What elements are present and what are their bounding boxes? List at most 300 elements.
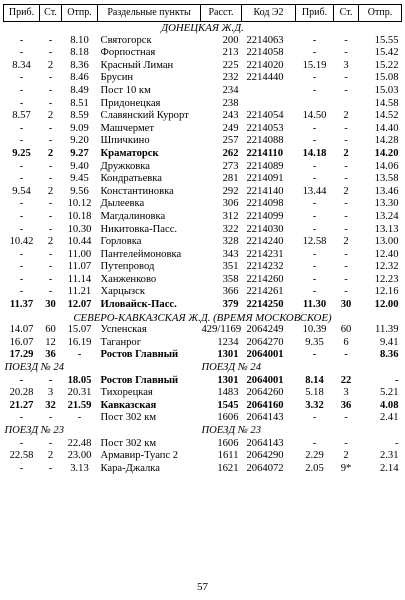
table-cell: 9.09 [70, 122, 89, 134]
table-cell: Краматорск [100, 147, 159, 159]
table-cell: 2064001 [246, 374, 284, 386]
table-cell: 9.27 [70, 147, 89, 159]
table-cell: 13.58 [374, 173, 399, 185]
table-cell: 14.28 [374, 135, 399, 147]
col-distance: Расст. [201, 5, 242, 22]
table-cell: 2214054 [246, 110, 284, 122]
timetable-body [4, 22, 402, 476]
table-cell: Кавказская [100, 399, 157, 411]
table-cell: 15.55 [374, 34, 399, 46]
table-cell: 2214260 [246, 273, 284, 285]
table-cell: 281 [222, 173, 239, 185]
table-cell: Кондратьевка [100, 173, 162, 185]
table-cell: - [48, 210, 53, 222]
table-cell: 1606 [217, 412, 239, 424]
table-cell: Горловка [100, 236, 142, 248]
table-cell: - [19, 437, 24, 449]
table-cell: 2 [47, 147, 54, 159]
table-cell: - [312, 122, 317, 134]
table-cell: 11.37 [9, 299, 34, 311]
railway-section-row [4, 22, 402, 35]
table-cell: 9.45 [70, 173, 89, 185]
col-stations: Раздельные пункты [98, 5, 201, 22]
table-cell: - [19, 97, 24, 109]
table-cell: - [312, 286, 317, 298]
table-cell: 17.29 [9, 349, 34, 361]
table-cell: - [344, 261, 348, 273]
table-cell: 6 [343, 336, 349, 348]
table-cell: - [19, 72, 24, 84]
table-cell: 32 [45, 399, 56, 411]
table-row [4, 35, 402, 48]
table-cell: 1606 [217, 437, 239, 449]
table-cell: - [19, 160, 24, 172]
table-cell: 2.05 [305, 462, 324, 474]
table-cell: 14.40 [374, 122, 399, 134]
table-cell: 328 [222, 236, 239, 248]
table-cell: Тихорецкая [100, 387, 153, 399]
table-cell: - [312, 34, 317, 46]
table-cell: - [344, 198, 348, 210]
table-cell: 36 [340, 399, 352, 411]
table-cell: 2064072 [246, 462, 284, 474]
table-cell: Ханженково [100, 273, 157, 285]
table-cell: Форпостная [100, 47, 156, 59]
table-row [4, 412, 402, 425]
table-cell: 8.49 [70, 84, 89, 96]
table-cell: - [344, 210, 348, 222]
table-cell: 12.58 [302, 236, 327, 248]
table-cell: Никитовка-Пасс. [100, 223, 178, 235]
table-cell: - [19, 173, 24, 185]
table-cell: 10.44 [67, 236, 92, 248]
timetable [3, 4, 402, 475]
table-cell: - [48, 173, 53, 185]
table-cell: - [48, 286, 53, 298]
table-cell: - [48, 462, 53, 474]
table-cell: 2214240 [246, 236, 284, 248]
table-row [4, 299, 402, 312]
table-cell: 8.18 [70, 47, 89, 59]
table-cell: 20.28 [9, 387, 34, 399]
railway-section-title: СЕВЕРО-КАВКАЗСКАЯ Ж.Д. (ВРЕМЯ МОСКОВСКОЕ) [73, 311, 332, 324]
table-cell: 60 [340, 324, 352, 336]
table-cell: Успенская [100, 324, 147, 336]
table-cell: - [48, 412, 53, 424]
table-cell: - [19, 210, 24, 222]
table-cell: 2214440 [246, 72, 284, 84]
table-cell: 8.10 [70, 34, 89, 46]
table-cell: Машчермет [100, 122, 154, 134]
page-number: 57 [197, 581, 208, 593]
table-row [4, 450, 402, 463]
table-row [4, 274, 402, 287]
table-cell: 1301 [217, 374, 239, 386]
table-cell: 2064160 [246, 399, 284, 411]
table-cell: 8.36 [70, 59, 89, 71]
table-cell: 16.19 [67, 336, 92, 348]
table-cell: 2 [47, 236, 54, 248]
table-row [4, 375, 402, 388]
table-cell: 2064260 [246, 387, 284, 399]
table-cell: 10.18 [67, 210, 92, 222]
table-cell: 8.34 [12, 59, 31, 71]
table-cell: 2214098 [246, 198, 284, 210]
table-cell: 2214091 [246, 173, 284, 185]
table-cell: 30 [45, 299, 56, 311]
table-row [4, 123, 402, 136]
table-cell: 10.12 [67, 198, 92, 210]
table-cell: 15.03 [374, 84, 399, 96]
table-cell: 429/1169 [201, 324, 242, 336]
table-cell: Иловайск-Пасс. [100, 299, 177, 311]
table-cell: Пантелеймоновка [100, 248, 182, 260]
table-cell: 15.07 [67, 324, 92, 336]
table-cell: 14.06 [374, 160, 399, 172]
railway-section-row [4, 312, 402, 325]
table-cell: - [48, 97, 53, 109]
table-cell: - [48, 72, 53, 84]
railway-section-title: ДОНЕЦКАЯ Ж.Д. [161, 22, 244, 34]
table-cell: - [344, 412, 348, 424]
table-cell: 20.31 [67, 387, 92, 399]
table-cell: 21.27 [9, 399, 34, 411]
table-cell: 243 [222, 110, 239, 122]
table-cell: 9.35 [305, 336, 324, 348]
table-row [4, 173, 402, 186]
table-cell: - [312, 349, 317, 361]
table-cell: 15.42 [374, 47, 399, 59]
table-cell: 12.16 [374, 286, 399, 298]
table-row [4, 110, 402, 123]
table-cell: - [312, 47, 317, 59]
table-cell: 8.36 [379, 349, 399, 361]
table-cell: 2214140 [246, 185, 284, 197]
table-row [4, 463, 402, 476]
table-cell: 12.23 [374, 273, 399, 285]
table-cell: 2.41 [379, 412, 399, 424]
table-cell: - [312, 437, 317, 449]
table-cell: - [19, 122, 24, 134]
table-cell: 3.13 [70, 462, 89, 474]
table-row [4, 47, 402, 60]
table-cell: - [344, 223, 348, 235]
table-cell: 10.30 [67, 223, 92, 235]
table-cell: 2 [47, 450, 54, 462]
table-cell: 11.07 [67, 261, 92, 273]
table-row [4, 438, 402, 451]
table-cell: Армавир-Туапс 2 [100, 450, 179, 462]
table-cell: 18.05 [67, 374, 92, 386]
table-cell: 13.24 [374, 210, 399, 222]
table-cell: 11.39 [375, 324, 399, 336]
table-cell: - [344, 47, 348, 59]
table-cell: 9.40 [70, 160, 89, 172]
table-cell: - [48, 248, 53, 260]
table-cell: - [344, 173, 348, 185]
table-cell: 2214089 [246, 160, 284, 172]
table-cell: - [312, 72, 317, 84]
table-row [4, 72, 402, 85]
table-cell: 2 [343, 236, 349, 248]
table-cell: Кара-Джалка [100, 462, 160, 474]
table-cell: Дружковка [100, 160, 150, 172]
table-cell: 322 [222, 223, 239, 235]
table-cell: - [312, 160, 317, 172]
table-cell: 2214110 [246, 147, 283, 159]
table-cell: 13.13 [374, 223, 399, 235]
table-cell: 2.31 [379, 450, 399, 462]
table-cell: - [312, 210, 317, 222]
table-cell: 249 [222, 122, 239, 134]
table-cell: - [77, 349, 82, 361]
train-number-row [4, 425, 402, 438]
train-number-row [4, 362, 402, 375]
table-cell: Брусин [100, 72, 134, 84]
table-cell: 306 [222, 198, 239, 210]
table-cell: 2214063 [246, 34, 284, 46]
table-cell: 2214030 [246, 223, 284, 235]
table-cell: 2214020 [246, 59, 284, 71]
table-cell: Константиновка [100, 185, 174, 197]
table-cell: - [344, 349, 348, 361]
table-cell: 1545 [217, 399, 239, 411]
train-number-left: ПОЕЗД № 23 [4, 425, 64, 436]
table-cell: - [19, 34, 24, 46]
table-cell: Ростов Главный [100, 374, 179, 386]
table-cell: 9.41 [379, 336, 399, 348]
train-number-right: ПОЕЗД № 24 [201, 362, 261, 374]
table-cell: 213 [222, 47, 239, 59]
table-cell: - [344, 286, 348, 298]
table-cell: - [312, 135, 317, 147]
table-cell: - [48, 84, 53, 96]
table-cell: - [394, 437, 399, 449]
table-cell: 2214250 [246, 299, 284, 311]
table-cell: 292 [222, 185, 239, 197]
table-cell: 2214088 [246, 135, 284, 147]
table-cell: - [312, 248, 317, 260]
table-cell: - [48, 34, 53, 46]
table-cell: 2064001 [246, 349, 284, 361]
col-stop-2: Ст. [334, 5, 359, 22]
header-row [4, 5, 402, 22]
table-cell: 2064143 [246, 437, 284, 449]
table-cell: 343 [222, 248, 239, 260]
table-cell: 10.42 [9, 236, 34, 248]
table-cell: 9.25 [12, 147, 31, 159]
table-cell: 2 [343, 450, 349, 462]
table-cell: 2214058 [246, 47, 284, 59]
table-row [4, 148, 402, 161]
table-cell: - [48, 135, 53, 147]
table-cell: - [394, 374, 399, 386]
table-cell: 3.32 [305, 399, 324, 411]
col-departure-2: Отпр. [359, 5, 402, 22]
table-cell: - [344, 72, 348, 84]
table-cell: 13.00 [374, 236, 399, 248]
table-cell: 12.00 [374, 299, 399, 311]
table-row [4, 211, 402, 224]
table-cell: 22.48 [67, 437, 92, 449]
table-cell: 30 [340, 299, 352, 311]
table-cell: - [48, 223, 53, 235]
table-row [4, 249, 402, 262]
table-cell: - [344, 135, 348, 147]
table-cell: 2064290 [246, 450, 284, 462]
table-row [4, 261, 402, 274]
table-cell: - [19, 462, 24, 474]
table-cell: Славянский Курорт [100, 110, 189, 122]
table-cell: 225 [222, 59, 239, 71]
table-cell [296, 98, 334, 111]
table-cell: - [19, 412, 24, 424]
table-cell: - [19, 47, 24, 59]
table-cell: - [48, 198, 53, 210]
table-cell: 8.14 [305, 374, 324, 386]
table-cell: 2 [47, 185, 54, 197]
table-cell: 2214231 [246, 248, 284, 260]
table-cell: Дылеевка [100, 198, 145, 210]
table-cell: - [19, 286, 24, 298]
table-row [4, 135, 402, 148]
table-cell: 10.39 [302, 324, 327, 336]
table-cell: Пост 10 км [100, 84, 151, 96]
table-cell: 5.21 [379, 387, 399, 399]
table-cell: Магдалиновка [100, 210, 166, 222]
table-cell: - [48, 160, 53, 172]
table-cell: 351 [222, 261, 239, 273]
table-row [4, 337, 402, 350]
table-cell: 2214232 [246, 261, 284, 273]
col-arrival-2: Приб. [296, 5, 334, 22]
table-cell: 22.58 [9, 450, 34, 462]
table-cell: 14.58 [374, 97, 399, 109]
table-cell: 2064249 [246, 324, 284, 336]
table-cell: 3 [343, 387, 349, 399]
table-cell: 9.54 [12, 185, 31, 197]
table-cell: 36 [45, 349, 56, 361]
table-cell: 379 [222, 299, 239, 311]
table-cell: 312 [222, 210, 239, 222]
table-cell: - [312, 84, 317, 96]
table-cell: - [19, 223, 24, 235]
table-cell: 60 [45, 324, 56, 336]
table-cell: 8.51 [70, 97, 89, 109]
table-cell: 12.07 [67, 299, 92, 311]
table-cell: 2214053 [246, 122, 284, 134]
table-cell: 11.21 [67, 286, 92, 298]
table-row [4, 324, 402, 337]
col-code: Код Э2 [242, 5, 296, 22]
table-cell: Пост 302 км [100, 412, 157, 424]
table-cell: 1234 [217, 336, 239, 348]
table-row [4, 60, 402, 73]
table-cell: - [19, 248, 24, 260]
table-cell: 2214261 [246, 286, 284, 298]
col-departure-1: Отпр. [62, 5, 98, 22]
table-cell: - [19, 261, 24, 273]
table-cell: 1483 [217, 387, 239, 399]
table-row [4, 349, 402, 362]
table-cell: 15.19 [302, 59, 327, 71]
table-row [4, 224, 402, 237]
table-cell: 1611 [217, 450, 239, 462]
table-cell: 2 [343, 147, 349, 159]
table-cell: - [344, 34, 348, 46]
table-cell: 3 [343, 59, 349, 71]
table-cell: 2.29 [305, 450, 324, 462]
table-row [4, 186, 402, 199]
table-cell: 11.00 [67, 248, 92, 260]
table-cell: 23.00 [67, 450, 92, 462]
table-cell: 257 [222, 135, 239, 147]
table-cell: 8.46 [70, 72, 89, 84]
table-cell: Пост 302 км [100, 437, 157, 449]
table-cell: 12.40 [374, 248, 399, 260]
table-cell: 2 [343, 110, 349, 122]
table-cell: - [48, 273, 53, 285]
table-cell: Придонецкая [100, 97, 161, 109]
table-cell: - [312, 223, 317, 235]
table-cell: - [19, 273, 24, 285]
table-cell: 1621 [217, 462, 239, 474]
table-cell: - [344, 84, 348, 96]
table-cell: Красный Лиман [100, 59, 174, 71]
table-cell: - [48, 374, 53, 386]
table-cell: 234 [222, 84, 239, 96]
table-cell: 2064143 [246, 412, 284, 424]
col-stop-1: Ст. [40, 5, 62, 22]
table-row [4, 400, 402, 413]
table-cell: Путепровод [100, 261, 155, 273]
table-cell: 9* [340, 462, 352, 474]
table-cell: - [19, 198, 24, 210]
table-cell: 366 [222, 286, 239, 298]
table-cell: 8.59 [70, 110, 89, 122]
table-cell [242, 98, 296, 111]
table-cell: - [19, 135, 24, 147]
table-cell: - [19, 374, 24, 386]
table-cell: 358 [222, 273, 239, 285]
table-cell: 22 [340, 374, 352, 386]
table-cell: - [48, 122, 53, 134]
table-cell: - [344, 248, 348, 260]
table-cell: 262 [222, 147, 239, 159]
table-cell: 13.44 [302, 185, 327, 197]
table-cell: Таганрог [100, 336, 142, 348]
table-cell: 1301 [217, 349, 239, 361]
table-cell: 21.59 [67, 399, 92, 411]
table-cell: 13.46 [374, 185, 399, 197]
table-cell [334, 98, 359, 111]
table-cell [242, 85, 296, 98]
table-cell: - [312, 261, 317, 273]
train-number-right: ПОЕЗД № 23 [201, 425, 261, 436]
table-cell: Ростов Главный [100, 349, 179, 361]
table-cell: - [77, 412, 82, 424]
table-cell: 9.20 [70, 135, 89, 147]
table-cell: - [48, 437, 53, 449]
table-cell: 200 [222, 34, 239, 46]
table-row [4, 387, 402, 400]
table-cell: - [312, 412, 317, 424]
table-cell: - [312, 173, 317, 185]
table-cell: 14.52 [374, 110, 399, 122]
table-cell: Шпичкино [100, 135, 150, 147]
table-row [4, 85, 402, 98]
table-row [4, 286, 402, 299]
